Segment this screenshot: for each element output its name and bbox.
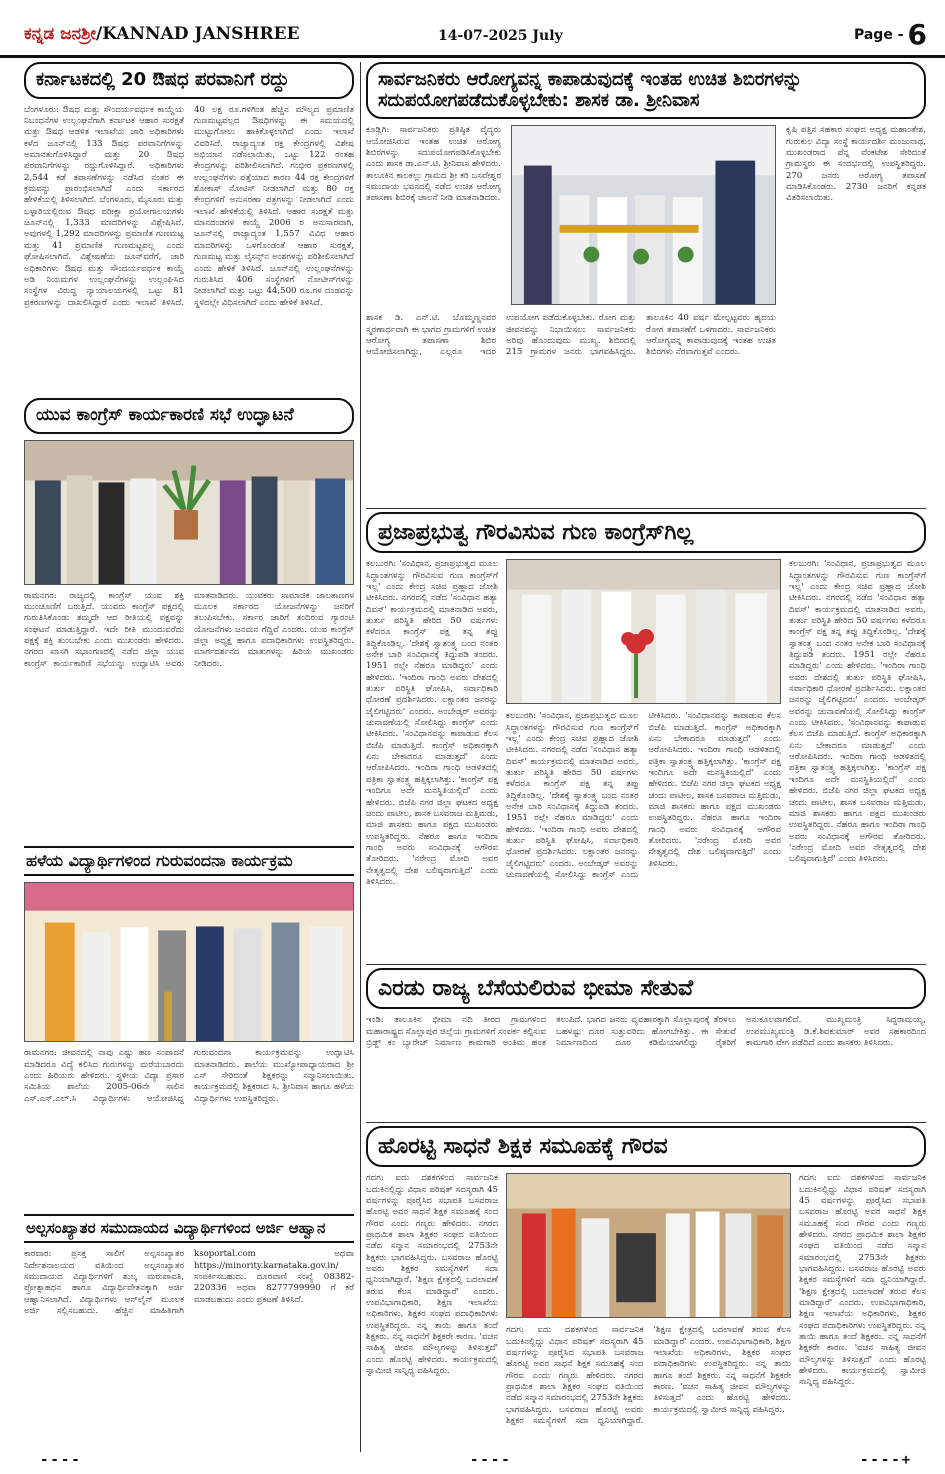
section-divider bbox=[366, 964, 926, 965]
story-minority-applications bbox=[24, 1214, 354, 1444]
health-camp-photo bbox=[511, 125, 776, 305]
story-youth-congress bbox=[24, 398, 354, 838]
page-label: Page - bbox=[853, 27, 904, 43]
youth-congress-photo bbox=[24, 440, 354, 585]
story-drug-licences bbox=[24, 62, 354, 392]
masthead bbox=[0, 0, 945, 58]
story-body: ರಾಮನಗರ: ರಾಜ್ಯದಲ್ಲಿ ಕಾಂಗ್ರೆಸ್ ಯುವ ಶಕ್ತಿ ಮುಂಚೂಣಿಗೆ ಬರುತ್ತಿದೆ. ಯುವರು ಕಾಂಗ್ರೆಸ್ ಪಕ್ಷದಲ್ಲಿ ಗುರುತಿಸಿಕೊಂಡು ತಮ್ಮದೇ ಆದ ರೀತಿಯಲ್ಲಿ ಪಕ್ಷವನ್ನು ಸಂಘಟನೆ ಮಾಡುತ್ತಿದ್ದಾರೆ. ಇದೇ ರೀತಿ ಮುಂದುವರೆದು ಪಕ್ಷಕ್ಕೆ ಶಕ್ತಿ ತುಂಬಬೇಕು ಎಂದು ಮುಖಂಡರು ಹೇಳಿದರು. ನಗರದ ಖಾಸಗಿ ಸಭಾಂಗಣದಲ್ಲಿ ನಡೆದ ಜಿಲ್ಲಾ ಯುವ ಕಾಂಗ್ರೆಸ್ ಕಾರ್ಯಕಾರಿಣಿ ಸಭೆಯನ್ನು ಉದ್ಘಾಟಿಸಿ ಅವರು ಮಾತನಾಡಿದರು. ಯುವಕರು ಸಾಮಾಜಿಕ ಜಾಲತಾಣಗಳ ಮೂಲಕ ಸರ್ಕಾರದ ಯೋಜನೆಗಳನ್ನು ಜನರಿಗೆ ತಲುಪಿಸಬೇಕು. ಸರ್ಕಾರ ಜಾರಿಗೆ ತಂದಿರುವ ಗ್ಯಾರಂಟಿ ಯೋಜನೆಗಳು ಜನಮನ ಗೆದ್ದಿವೆ ಎಂದರು. ಯುವ ಕಾಂಗ್ರೆಸ್ ಜಿಲ್ಲಾ ಅಧ್ಯಕ್ಷ ಹಾಗೂ ಪದಾಧಿಕಾರಿಗಳು ಉಪಸ್ಥಿತರಿದ್ದರು. ಮಾರ್ಗದರ್ಶನದ ಮಾತುಗಳನ್ನು ಹಿರಿಯ ಮುಖಂಡರು ನೀಡಿದರು. bbox=[24, 590, 354, 669]
story-bhima-bridge bbox=[366, 968, 926, 1118]
story-body-col1: ಕಲಬುರಗಿ: 'ಸಂವಿಧಾನ, ಪ್ರಜಾಪ್ರಭುತ್ವದ ಮೂಲ ಸಿದ್ಧಾಂತಗಳನ್ನು ಗೌರವಿಸುವ ಗುಣ ಕಾಂಗ್ರೆಸ್‌ಗೆ ಇಲ್ಲ' ಎಂದು ಕೇಂದ್ರ ಸಚಿವ ಪ್ರಹ್ಲಾದ ಜೋಶಿ ಟೀಕಿಸಿದರು. ನಗರದಲ್ಲಿ ನಡೆದ 'ಸಂವಿಧಾನ ಹತ್ಯಾ ದಿವಸ್' ಕಾರ್ಯಕ್ರಮದಲ್ಲಿ ಮಾತನಾಡಿದ ಅವರು, ತುರ್ತು ಪರಿಸ್ಥಿತಿ ಹೇರಿದ 50 ವರ್ಷಗಳು ಕಳೆದರೂ ಕಾಂಗ್ರೆಸ್ ಪಕ್ಷ ತನ್ನ ತಪ್ಪು ತಿದ್ದಿಕೊಂಡಿಲ್ಲ. 'ದೇಶಕ್ಕೆ ಸ್ವಾತಂತ್ರ್ಯ ಬಂದ ನಂತರ ಅನೇಕ ಬಾರಿ ಸಂವಿಧಾನಕ್ಕೆ ತಿದ್ದುಪಡಿ ತಂದರು. 1951 ರಲ್ಲೇ ನೆಹರೂ ಮಾಡಿದ್ದರು' ಎಂದು ಹೇಳಿದರು. 'ಇಂದಿರಾ ಗಾಂಧಿ ಅವರು ದೇಶದಲ್ಲಿ ತುರ್ತು ಪರಿಸ್ಥಿತಿ ಘೋಷಿಸಿ, ಸರ್ವಾಧಿಕಾರಿ ಧೋರಣೆ ಪ್ರದರ್ಶಿಸಿದರು. ಲಕ್ಷಾಂತರ ಜನರನ್ನು ಜೈಲಿಗಟ್ಟಿದರು' ಎಂದರು. ಅಂಬೇಡ್ಕರ್ ಅವರನ್ನು ಚುನಾವಣೆಯಲ್ಲಿ ಸೋಲಿಸಿದ್ದು ಕಾಂಗ್ರೆಸ್ ಎಂದು ಟೀಕಿಸಿದರು. 'ಸಂವಿಧಾನವನ್ನು ಕಾಪಾಡುವ ಕೆಲಸ ಬಿಜೆಪಿ ಮಾಡುತ್ತಿದೆ. ಕಾಂಗ್ರೆಸ್ ಅಧಿಕಾರಕ್ಕಾಗಿ ಏನು ಬೇಕಾದರೂ ಮಾಡುತ್ತದೆ' ಎಂದು ಆರೋಪಿಸಿದರು. ಇಂದಿರಾ ಗಾಂಧಿ ಆಡಳಿತದಲ್ಲಿ ಪತ್ರಿಕಾ ಸ್ವಾತಂತ್ರ್ಯ ಹತ್ತಿಕ್ಕಲಾಗಿತ್ತು. 'ಕಾಂಗ್ರೆಸ್ ಪಕ್ಷ ಇಂದಿಗೂ ಅದೇ ಮನಸ್ಥಿತಿಯಲ್ಲಿದೆ' ಎಂದು ಹೇಳಿದರು. ಬಿಜೆಪಿ ನಗರ ಜಿಲ್ಲಾ ಘಟಕದ ಅಧ್ಯಕ್ಷ ಚಂದು ಪಾಟೀಲ, ಶಾಸಕ ಬಸವರಾಜ ಮತ್ತಿಮಡು, ಮಾಜಿ ಶಾಸಕರು ಹಾಗೂ ಪಕ್ಷದ ಮುಖಂಡರು ಉಪಸ್ಥಿತರಿದ್ದರು. ನೆಹರೂ ಹಾಗೂ ಇಂದಿರಾ ಗಾಂಧಿ ಅವರು ಸಂವಿಧಾನಕ್ಕೆ ಅಗೌರವ ತೋರಿದರು. 'ನರೇಂದ್ರ ಮೋದಿ ಅವರ ನೇತೃತ್ವದಲ್ಲಿ ದೇಶ ಬಲಿಷ್ಠವಾಗುತ್ತಿದೆ' ಎಂದು ತಿಳಿಸಿದರು. bbox=[366, 559, 498, 887]
story-headline: ಕರ್ನಾಟಕದಲ್ಲಿ 20 ಔಷಧ ಪರವಾನಿಗೆ ರದ್ದು bbox=[24, 62, 354, 99]
story-headline: ಹೊರಟ್ಟಿ ಸಾಧನೆ ಶಿಕ್ಷಕ ಸಮೂಹಕ್ಕೆ ಗೌರವ bbox=[366, 1126, 926, 1167]
congress-event-photo bbox=[506, 559, 781, 704]
story-headline: ಹಳೆಯ ವಿದ್ಯಾರ್ಥಿಗಳಿಂದ ಗುರುವಂದನಾ ಕಾರ್ಯಕ್ರಮ bbox=[24, 846, 354, 876]
story-body-col1: ಗದಗ: ಐದು ದಶಕಗಳಿಂದ ಸಾರ್ವಜನಿಕ ಬದುಕಿನಲ್ಲಿದ್ದು ವಿಧಾನ ಪರಿಷತ್ ಸದಸ್ಯರಾಗಿ 45 ವರ್ಷಗಳನ್ನು ಪೂರೈಸಿದ ಸಭಾಪತಿ ಬಸವರಾಜ ಹೊರಟ್ಟಿ ಅವರ ಸಾಧನೆ ಶಿಕ್ಷಕ ಸಮೂಹಕ್ಕೆ ಸಂದ ಗೌರವ ಎಂದು ಗಣ್ಯರು ಹೇಳಿದರು. ನಗರದ ಪ್ರಾಥಮಿಕ ಶಾಲಾ ಶಿಕ್ಷಕರ ಸಂಘದ ವತಿಯಿಂದ ನಡೆದ ಸನ್ಮಾನ ಸಮಾರಂಭದಲ್ಲಿ 2753ನೇ ಶಿಕ್ಷಕರು ಭಾಗವಹಿಸಿದ್ದರು. ಬಸವರಾಜ ಹೊರಟ್ಟಿ ಅವರು ಶಿಕ್ಷಕರ ಸಮಸ್ಯೆಗಳಿಗೆ ಸದಾ ಧ್ವನಿಯಾಗಿದ್ದಾರೆ. 'ಶಿಕ್ಷಣ ಕ್ಷೇತ್ರದಲ್ಲಿ ಬದಲಾವಣೆ ತರುವ ಕೆಲಸ ಮಾಡಿದ್ದಾರೆ' ಎಂದರು. ಉಪವಿಭಾಗಾಧಿಕಾರಿ, ಶಿಕ್ಷಣ ಇಲಾಖೆಯ ಅಧಿಕಾರಿಗಳು, ಶಿಕ್ಷಕರ ಸಂಘದ ಪದಾಧಿಕಾರಿಗಳು ಉಪಸ್ಥಿತರಿದ್ದರು. ನನ್ನ ತಾಯಿ ಹಾಗೂ ತಂದೆ ಶಿಕ್ಷಕರು. ನನ್ನ ಸಾಧನೆಗೆ ಶಿಕ್ಷಕರೇ ಕಾರಣ. 'ವಚನ ಸಾಹಿತ್ಯ ಜೀವನ ಮೌಲ್ಯಗಳನ್ನು ತಿಳಿಸುತ್ತದೆ' ಎಂದು ಹೊರಟ್ಟಿ ಹೇಳಿದರು. ಕಾರ್ಯಕ್ರಮದಲ್ಲಿ ಸ್ವಾಮೀಜಿ ಸಾನ್ನಿಧ್ಯ ವಹಿಸಿದ್ದರು. bbox=[366, 1173, 498, 1377]
story-body-col4: ಕಲಬುರಗಿ: 'ಸಂವಿಧಾನ, ಪ್ರಜಾಪ್ರಭುತ್ವದ ಮೂಲ ಸಿದ್ಧಾಂತಗಳನ್ನು ಗೌರವಿಸುವ ಗುಣ ಕಾಂಗ್ರೆಸ್‌ಗೆ ಇಲ್ಲ' ಎಂದು ಕೇಂದ್ರ ಸಚಿವ ಪ್ರಹ್ಲಾದ ಜೋಶಿ ಟೀಕಿಸಿದರು. ನಗರದಲ್ಲಿ ನಡೆದ 'ಸಂವಿಧಾನ ಹತ್ಯಾ ದಿವಸ್' ಕಾರ್ಯಕ್ರಮದಲ್ಲಿ ಮಾತನಾಡಿದ ಅವರು, ತುರ್ತು ಪರಿಸ್ಥಿತಿ ಹೇರಿದ 50 ವರ್ಷಗಳು ಕಳೆದರೂ ಕಾಂಗ್ರೆಸ್ ಪಕ್ಷ ತನ್ನ ತಪ್ಪು ತಿದ್ದಿಕೊಂಡಿಲ್ಲ. 'ದೇಶಕ್ಕೆ ಸ್ವಾತಂತ್ರ್ಯ ಬಂದ ನಂತರ ಅನೇಕ ಬಾರಿ ಸಂವಿಧಾನಕ್ಕೆ ತಿದ್ದುಪಡಿ ತಂದರು. 1951 ರಲ್ಲೇ ನೆಹರೂ ಮಾಡಿದ್ದರು' ಎಂದು ಹೇಳಿದರು. 'ಇಂದಿರಾ ಗಾಂಧಿ ಅವರು ದೇಶದಲ್ಲಿ ತುರ್ತು ಪರಿಸ್ಥಿತಿ ಘೋಷಿಸಿ, ಸರ್ವಾಧಿಕಾರಿ ಧೋರಣೆ ಪ್ರದರ್ಶಿಸಿದರು. ಲಕ್ಷಾಂತರ ಜನರನ್ನು ಜೈಲಿಗಟ್ಟಿದರು' ಎಂದರು. ಅಂಬೇಡ್ಕರ್ ಅವರನ್ನು ಚುನಾವಣೆಯಲ್ಲಿ ಸೋಲಿಸಿದ್ದು ಕಾಂಗ್ರೆಸ್ ಎಂದು ಟೀಕಿಸಿದರು. 'ಸಂವಿಧಾನವನ್ನು ಕಾಪಾಡುವ ಕೆಲಸ ಬಿಜೆಪಿ ಮಾಡುತ್ತಿದೆ. ಕಾಂಗ್ರೆಸ್ ಅಧಿಕಾರಕ್ಕಾಗಿ ಏನು ಬೇಕಾದರೂ ಮಾಡುತ್ತದೆ' ಎಂದು ಆರೋಪಿಸಿದರು. ಇಂದಿರಾ ಗಾಂಧಿ ಆಡಳಿತದಲ್ಲಿ ಪತ್ರಿಕಾ ಸ್ವಾತಂತ್ರ್ಯ ಹತ್ತಿಕ್ಕಲಾಗಿತ್ತು. 'ಕಾಂಗ್ರೆಸ್ ಪಕ್ಷ ಇಂದಿಗೂ ಅದೇ ಮನಸ್ಥಿತಿಯಲ್ಲಿದೆ' ಎಂದು ಹೇಳಿದರು. ಬಿಜೆಪಿ ನಗರ ಜಿಲ್ಲಾ ಘಟಕದ ಅಧ್ಯಕ್ಷ ಚಂದು ಪಾಟೀಲ, ಶಾಸಕ ಬಸವರಾಜ ಮತ್ತಿಮಡು, ಮಾಜಿ ಶಾಸಕರು ಹಾಗೂ ಪಕ್ಷದ ಮುಖಂಡರು ಉಪಸ್ಥಿತರಿದ್ದರು. ನೆಹರೂ ಹಾಗೂ ಇಂದಿರಾ ಗಾಂಧಿ ಅವರು ಸಂವಿಧಾನಕ್ಕೆ ಅಗೌರವ ತೋರಿದರು. 'ನರೇಂದ್ರ ಮೋದಿ ಅವರ ನೇತೃತ್ವದಲ್ಲಿ ದೇಶ ಬಲಿಷ್ಠವಾಗುತ್ತಿದೆ' ಎಂದು ತಿಳಿಸಿದರು. bbox=[789, 559, 926, 865]
section-divider bbox=[366, 508, 926, 509]
story-headline: ಅಲ್ಪಸಂಖ್ಯಾತರ ಸಮುದಾಯದ ವಿದ್ಯಾರ್ಥಿಗಳಿಂದ ಅರ್ಜಿ ಆಹ್ವಾನ bbox=[24, 1214, 354, 1243]
logo-kannada: ಕನ್ನಡ ಜನಶ್ರೀ bbox=[24, 24, 96, 44]
story-body-cols2: ಗದಗ: ಐದು ದಶಕಗಳಿಂದ ಸಾರ್ವಜನಿಕ ಬದುಕಿನಲ್ಲಿದ್ದು ವಿಧಾನ ಪರಿಷತ್ ಸದಸ್ಯರಾಗಿ 45 ವರ್ಷಗಳನ್ನು ಪೂರೈಸಿದ ಸಭಾಪತಿ ಬಸವರಾಜ ಹೊರಟ್ಟಿ ಅವರ ಸಾಧನೆ ಶಿಕ್ಷಕ ಸಮೂಹಕ್ಕೆ ಸಂದ ಗೌರವ ಎಂದು ಗಣ್ಯರು ಹೇಳಿದರು. ನಗರದ ಪ್ರಾಥಮಿಕ ಶಾಲಾ ಶಿಕ್ಷಕರ ಸಂಘದ ವತಿಯಿಂದ ನಡೆದ ಸನ್ಮಾನ ಸಮಾರಂಭದಲ್ಲಿ 2753ನೇ ಶಿಕ್ಷಕರು ಭಾಗವಹಿಸಿದ್ದರು. ಬಸವರಾಜ ಹೊರಟ್ಟಿ ಅವರು ಶಿಕ್ಷಕರ ಸಮಸ್ಯೆಗಳಿಗೆ ಸದಾ ಧ್ವನಿಯಾಗಿದ್ದಾರೆ. 'ಶಿಕ್ಷಣ ಕ್ಷೇತ್ರದಲ್ಲಿ ಬದಲಾವಣೆ ತರುವ ಕೆಲಸ ಮಾಡಿದ್ದಾರೆ' ಎಂದರು. ಉಪವಿಭಾಗಾಧಿಕಾರಿ, ಶಿಕ್ಷಣ ಇಲಾಖೆಯ ಅಧಿಕಾರಿಗಳು, ಶಿಕ್ಷಕರ ಸಂಘದ ಪದಾಧಿಕಾರಿಗಳು ಉಪಸ್ಥಿತರಿದ್ದರು. ನನ್ನ ತಾಯಿ ಹಾಗೂ ತಂದೆ ಶಿಕ್ಷಕರು. ನನ್ನ ಸಾಧನೆಗೆ ಶಿಕ್ಷಕರೇ ಕಾರಣ. 'ವಚನ ಸಾಹಿತ್ಯ ಜೀವನ ಮೌಲ್ಯಗಳನ್ನು ತಿಳಿಸುತ್ತದೆ' ಎಂದು ಹೊರಟ್ಟಿ ಹೇಳಿದರು. ಕಾರ್ಯಕ್ರಮದಲ್ಲಿ ಸ್ವಾಮೀಜಿ ಸಾನ್ನಿಧ್ಯ ವಹಿಸಿದ್ದರು. bbox=[506, 1325, 791, 1427]
logo-english: /KANNAD JANSHREE bbox=[95, 24, 300, 44]
story-horatti-teachers bbox=[366, 1126, 926, 1448]
story-headline: ಪ್ರಜಾಪ್ರಭುತ್ವ ಗೌರವಿಸುವ ಗುಣ ಕಾಂಗ್ರೆಸ್‌ಗಿಲ್ಲ bbox=[366, 512, 926, 553]
story-body-bottom: ಶಾಸಕ ಡಿ. ಎನ್.ಟಿ. ಬೊಮ್ಮಣ್ಣನವರ ಸ್ಮರಣಾರ್ಥವಾಗಿ ಈ ಭಾಗದ ಗ್ರಾಮಗಳಿಗೆ ಉಚಿತ ಆರೋಗ್ಯ ತಪಾಸಣಾ ಶಿಬಿರ ಆಯೋಜಿಸಲಾಗಿದ್ದು, ಎಲ್ಲರೂ ಇದರ ಉಪಯೋಗ ಪಡೆದುಕೊಳ್ಳಬೇಕು. ರೋಗ ಮತ್ತು ಜೀವನವನ್ನು ನಿಭಾಯಿಸಲು ಸಾರ್ವಜನಿಕರು ಅರಿವು ಹೊಂದುವುದು ಮುಖ್ಯ. ಶಿಬಿರದಲ್ಲಿ 215 ಗ್ರಾಮಗಳ ಜನರು ಭಾಗವಹಿಸಿದ್ದರು. ತಾಲೂಕಿನ 40 ವರ್ಷ ಮೇಲ್ಪಟ್ಟವರು ಹೃದಯ ರೋಗ ತಪಾಸಣೆಗೆ ಒಳಗಾದರು. ಸಾರ್ವಜನಿಕರು ಆರೋಗ್ಯವನ್ನ ಕಾಪಾಡುವುದಕ್ಕೆ ಇಂತಹ ಉಚಿತ ಶಿಬಿರಗಳು ನೆರವಾಗುತ್ತವೆ ಎಂದರು. bbox=[366, 313, 776, 358]
story-health-camp bbox=[366, 62, 926, 504]
story-body-right: ಕೃಷಿ ಪತ್ತಿನ ಸಹಕಾರ ಸಂಘದ ಅಧ್ಯಕ್ಷ ಮಹಾಂತೇಶ, ಗುರುಕುಲ ವಿದ್ಯಾ ಸಂಸ್ಥೆ ಕಾರ್ಯದರ್ಶಿ ಮಂಜುನಾಥ, ಮುಖಂಡರಾದ ಪೆನ್ನ ವೆಂಕಟೇಶ ಸೇರಿದಂತೆ ಗ್ರಾಮಸ್ಥರು ಈ ಸಂದರ್ಭದಲ್ಲಿ ಉಪಸ್ಥಿತರಿದ್ದರು. 270 ಜನರು ಆರೋಗ್ಯ ತಪಾಸಣೆ ಮಾಡಿಸಿಕೊಂಡರು. 2730 ಜನರಿಗೆ ಕನ್ನಡಕ ವಿತರಿಸಲಾಯಿತು. bbox=[786, 125, 926, 204]
page-number: 6 bbox=[907, 18, 927, 51]
story-body: ಬೆಂಗಳೂರು: ಔಷಧ ಮತ್ತು ಸೌಂದರ್ಯವರ್ಧಕ ಕಾಯ್ದೆಯ ನಿಬಂಧನೆಗಳ ಉಲ್ಲಂಘನೆಗಾಗಿ ಕರ್ನಾಟಕ ಆಹಾರ ಸುರಕ್ಷತೆ ಮತ್ತು ಔಷಧ ಆಡಳಿತ ಇಲಾಖೆಯ ಜಾರಿ ಅಧಿಕಾರಿಗಳು ಕಳೆದ ಜೂನ್‌ನಲ್ಲಿ 133 ಔಷಧ ಪರವಾನಿಗೆಗಳನ್ನು ಅಮಾನತುಗೊಳಿಸಿದ್ದಾರೆ ಮತ್ತು 20 ಔಷಧ ಪರವಾನಿಗೆಗಳನ್ನು ರದ್ದುಗೊಳಿಸಿದ್ದಾರೆ. ಅಧಿಕಾರಿಗಳು 2,544 ಕಡೆ ತಪಾಸಣೆಗಳನ್ನು ನಡೆಸಿದ ನಂತರ ಈ ಕ್ರಮವನ್ನು ಪ್ರಾರಂಭಿಸಲಾಗಿದೆ ಎಂದು ಸರ್ಕಾರದ ಹೇಳಿಕೆಯಲ್ಲಿ ತಿಳಿಸಲಾಗಿದೆ. ಬೆಂಗಳೂರು, ಮೈಸೂರು ಮತ್ತು ಬಳ್ಳಾರಿಯಲ್ಲಿರುವ ಔಷಧ ಪರೀಕ್ಷಾ ಪ್ರಯೋಗಾಲಯಗಳು ಜೂನ್‌ನಲ್ಲಿ 1,333 ಮಾದರಿಗಳನ್ನು ವಿಶ್ಲೇಷಿಸಿವೆ. ಅವುಗಳಲ್ಲಿ 1,292 ಮಾದರಿಗಳನ್ನು ಪ್ರಮಾಣಿತ ಗುಣಮಟ್ಟ ಮತ್ತು 41 ಪ್ರಮಾಣಿತ ಗುಣಮಟ್ಟವಲ್ಲ ಎಂದು ಘೋಷಿಸಲಾಗಿದೆ. ವಿಶ್ಲೇಷಣೆಯ ಜೂನ್‌ವರೆಗೆ, ಜಾರಿ ಅಧಿಕಾರಿಗಳು ಔಷಧ ಮತ್ತು ಸೌಂದರ್ಯವರ್ಧಕ ಕಾಯ್ದೆ ಅಡಿ ನಿಯಮಗಳ ಉಲ್ಲಂಘನೆಗಳನ್ನು ಉಲ್ಲಂಘಿಸಿದ ಸಂಸ್ಥೆಗಳ ವಿರುದ್ಧ ನ್ಯಾಯಾಲಯಗಳಲ್ಲಿ ಒಟ್ಟು 81 ಪ್ರಕರಣಗಳನ್ನು ದಾಖಲಿಸಿದ್ದಾರೆ ಎಂದು ಇಲಾಖೆ ತಿಳಿಸಿದೆ. 40 ಲಕ್ಷ ರೂ.ಗಳಿಗಿಂತ ಹೆಚ್ಚಿನ ಮೌಲ್ಯದ ಪ್ರಮಾಣಿತ ಗುಣಮಟ್ಟವಲ್ಲದ ಔಷಧಿಗಳನ್ನು ಈ ಸಮಯದಲ್ಲಿ ಮುಟ್ಟುಗೋಲು ಹಾಕಿಕೊಳ್ಳಲಾಗಿದೆ ಎಂದು ಇಲಾಖೆ ವಿವರಿಸಿದೆ. ರಾಜ್ಯಾದ್ಯಂತ ರಕ್ತ ಕೇಂದ್ರಗಳಲ್ಲಿ ವಿಶೇಷ ಅಭಿಯಾನ ನಡೆಸಲಾಯಿತು, ಒಟ್ಟು 122 ರಂತಹ ಕೇಂದ್ರಗಳನ್ನು ಪರಿಶೀಲಿಸಲಾಗಿದೆ. ಗಂಭೀರ ಪ್ರಕರಣಗಳಲ್ಲಿ ಉಲ್ಲಂಘನೆಗಳು ಪತ್ತೆಯಾದ ಕಾರಣ 44 ರಕ್ತ ಕೇಂದ್ರಗಳಿಗೆ ಶೋಕಾಸ್ ನೋಟಿಸ್ ನೀಡಲಾಗಿದೆ ಮತ್ತು 80 ರಕ್ತ ಕೇಂದ್ರಗಳಿಗೆ ಅನುಸರಣಾ ಪತ್ರಗಳನ್ನು ನೀಡಲಾಗಿದೆ ಎಂದು ಇಲಾಖೆ ಹೇಳಿಕೆಯಲ್ಲಿ ತಿಳಿಸಿದೆ. ಆಹಾರ ಸುರಕ್ಷತೆ ಮತ್ತು ಮಾನದಂಡಗಳ ಕಾಯ್ದೆ 2006 ರ ಅನುಸಾರವಾಗಿ, ಜೂನ್‌ನಲ್ಲಿ ರಾಜ್ಯಾದ್ಯಂತ 1,557 ವಿವಿಧ ಆಹಾರ ಮಾದರಿಗಳನ್ನು ಒಳಗೊಂಡಂತೆ ಆಹಾರ ಸುರಕ್ಷತೆ, ಗುಣಮಟ್ಟ ಮತ್ತು ಲೈಸನ್ಸ್‌ನ ಅಂಶಗಳನ್ನು ಪರಿಶೀಲಿಸಲಾಗಿದೆ ಎಂದು ಹೇಳಿಕೆ ತಿಳಿಸಿದೆ. ಜೂನ್‌ನಲ್ಲಿ ಉಲ್ಲಂಘನೆಗಳನ್ನು ಗುರುತಿಸಿದ 406 ಸಂಸ್ಥೆಗಳಿಗೆ ನೋಟೀಸ್‌ಗಳನ್ನು ನೀಡಲಾಗಿದೆ ಮತ್ತು ಒಟ್ಟು 44,500 ರೂ.ಗಳ ದಂಡವನ್ನು ಸ್ಥಳದಲ್ಲೇ ವಿಧಿಸಲಾಗಿದೆ ಎಂದು ಹೇಳಿಕೆ ತಿಳಿಸಿದೆ. bbox=[24, 104, 354, 308]
story-headline: ಎರಡು ರಾಜ್ಯ ಬೆಸೆಯಲಿರುವ ಭೀಮಾ ಸೇತುವೆ bbox=[366, 968, 926, 1009]
column-divider bbox=[360, 62, 361, 1452]
story-body: ರಾಮನಗರ: ಜೀವನದಲ್ಲಿ ನಾವು ಎಷ್ಟು ಹಣ ಸಂಪಾದನೆ ಮಾಡಿದರೂ ವಿದ್ಯೆ ಕಲಿಸಿದ ಗುರುಗಳನ್ನು ಮರೆಯಬಾರದು ಎಂದು ಹಿರಿಯರು ಹೇಳಿದರು. ಸ್ಥಳೀಯ ವಿದ್ಯಾ ಪ್ರಸಾರ ಸಮಿತಿಯ ಶಾಲೆಯ 2005-06ನೇ ಸಾಲಿನ ಎಸ್.ಎಸ್.ಎಲ್.ಸಿ ವಿದ್ಯಾರ್ಥಿಗಳು ಆಯೋಜಿಸಿದ್ದ ಗುರುವಂದನಾ ಕಾರ್ಯಕ್ರಮವನ್ನು ಉದ್ಘಾಟಿಸಿ ಮಾತನಾಡಿದರು. ಶಾಲೆಯ ಮುಖ್ಯೋಪಾಧ್ಯಾಯರಾದ ಶ್ರೀ ಎಸ್ ಸೇರಿದಂತೆ ಶಿಕ್ಷಕರನ್ನು ಸನ್ಮಾನಿಸಲಾಯಿತು. ಕಾರ್ಯಕ್ರಮದಲ್ಲಿ ಶಿಕ್ಷಕರಾದ ಸಿ. ಶ್ರೀನಿವಾಸ ಹಾಗೂ ಹಳೆಯ ವಿದ್ಯಾರ್ಥಿಗಳು ಉಪಸ್ಥಿತರಿದ್ದರು. bbox=[24, 1048, 354, 1104]
story-body: ಕಾರವಾರ: ಪ್ರಸಕ್ತ ಸಾಲಿಗೆ ಅಲ್ಪಸಂಖ್ಯಾತರ ನಿರ್ದೇಶನಾಲಯದ ವತಿಯಿಂದ ಅಲ್ಪಸಂಖ್ಯಾತರ ಸಮುದಾಯದ ವಿದ್ಯಾರ್ಥಿಗಳಿಗೆ ಶುಲ್ಕ ಮರುಪಾವತಿ, ಪ್ರೋತ್ಸಾಹಧನ ಹಾಗೂ ವಿದ್ಯಾರ್ಥಿವೇತನಕ್ಕಾಗಿ ಅರ್ಜಿ ಆಹ್ವಾನಿಸಲಾಗಿದೆ. ವಿದ್ಯಾರ್ಥಿಗಳು ಆನ್‌ಲೈನ್ ಮೂಲಕ ಅರ್ಜಿ ಸಲ್ಲಿಸಬಹುದು. ಹೆಚ್ಚಿನ ಮಾಹಿತಿಗಾಗಿ ksoportal.com ಅಥವಾ https://minority.karnataka.gov.in/ ಸಂಪರ್ಕಿಸಬಹುದು. ದೂರವಾಣಿ ಸಂಖ್ಯೆ 08382-220336 ಅಥವಾ 8277799990 ಗೆ ಕರೆ ಮಾಡಬಹುದು ಎಂದು ಪ್ರಕಟಣೆ ತಿಳಿಸಿದೆ. bbox=[24, 1249, 354, 1316]
footer-marker-left: ---- bbox=[40, 1452, 82, 1468]
story-congress-democracy bbox=[366, 512, 926, 960]
footer-marker-right: ----+ bbox=[860, 1452, 913, 1468]
story-body-col4: ಗದಗ: ಐದು ದಶಕಗಳಿಂದ ಸಾರ್ವಜನಿಕ ಬದುಕಿನಲ್ಲಿದ್ದು ವಿಧಾನ ಪರಿಷತ್ ಸದಸ್ಯರಾಗಿ 45 ವರ್ಷಗಳನ್ನು ಪೂರೈಸಿದ ಸಭಾಪತಿ ಬಸವರಾಜ ಹೊರಟ್ಟಿ ಅವರ ಸಾಧನೆ ಶಿಕ್ಷಕ ಸಮೂಹಕ್ಕೆ ಸಂದ ಗೌರವ ಎಂದು ಗಣ್ಯರು ಹೇಳಿದರು. ನಗರದ ಪ್ರಾಥಮಿಕ ಶಾಲಾ ಶಿಕ್ಷಕರ ಸಂಘದ ವತಿಯಿಂದ ನಡೆದ ಸನ್ಮಾನ ಸಮಾರಂಭದಲ್ಲಿ 2753ನೇ ಶಿಕ್ಷಕರು ಭಾಗವಹಿಸಿದ್ದರು. ಬಸವರಾಜ ಹೊರಟ್ಟಿ ಅವರು ಶಿಕ್ಷಕರ ಸಮಸ್ಯೆಗಳಿಗೆ ಸದಾ ಧ್ವನಿಯಾಗಿದ್ದಾರೆ. 'ಶಿಕ್ಷಣ ಕ್ಷೇತ್ರದಲ್ಲಿ ಬದಲಾವಣೆ ತರುವ ಕೆಲಸ ಮಾಡಿದ್ದಾರೆ' ಎಂದರು. ಉಪವಿಭಾಗಾಧಿಕಾರಿ, ಶಿಕ್ಷಣ ಇಲಾಖೆಯ ಅಧಿಕಾರಿಗಳು, ಶಿಕ್ಷಕರ ಸಂಘದ ಪದಾಧಿಕಾರಿಗಳು ಉಪಸ್ಥಿತರಿದ್ದರು. ನನ್ನ ತಾಯಿ ಹಾಗೂ ತಂದೆ ಶಿಕ್ಷಕರು. ನನ್ನ ಸಾಧನೆಗೆ ಶಿಕ್ಷಕರೇ ಕಾರಣ. 'ವಚನ ಸಾಹಿತ್ಯ ಜೀವನ ಮೌಲ್ಯಗಳನ್ನು ತಿಳಿಸುತ್ತದೆ' ಎಂದು ಹೊರಟ್ಟಿ ಹೇಳಿದರು. ಕಾರ್ಯಕ್ರಮದಲ್ಲಿ ಸ್ವಾಮೀಜಿ ಸಾನ್ನಿಧ್ಯ ವಹಿಸಿದ್ದರು. bbox=[799, 1173, 926, 1388]
story-headline: ಸಾರ್ವಜನಿಕರು ಆರೋಗ್ಯವನ್ನ ಕಾಪಾಡುವುದಕ್ಕೆ ಇಂತಹ ಉಚಿತ ಶಿಬಿರಗಳನ್ನು ಸದುಪಯೋಗಪಡೆದುಕೊಳ್ಳಬೇಕು: ಶಾಸಕ ಡಾ. ಶ್ರೀನಿವಾಸ bbox=[366, 62, 926, 119]
alumni-event-photo bbox=[24, 882, 354, 1042]
story-body-cols2: ಕಲಬುರಗಿ: 'ಸಂವಿಧಾನ, ಪ್ರಜಾಪ್ರಭುತ್ವದ ಮೂಲ ಸಿದ್ಧಾಂತಗಳನ್ನು ಗೌರವಿಸುವ ಗುಣ ಕಾಂಗ್ರೆಸ್‌ಗೆ ಇಲ್ಲ' ಎಂದು ಕೇಂದ್ರ ಸಚಿವ ಪ್ರಹ್ಲಾದ ಜೋಶಿ ಟೀಕಿಸಿದರು. ನಗರದಲ್ಲಿ ನಡೆದ 'ಸಂವಿಧಾನ ಹತ್ಯಾ ದಿವಸ್' ಕಾರ್ಯಕ್ರಮದಲ್ಲಿ ಮಾತನಾಡಿದ ಅವರು, ತುರ್ತು ಪರಿಸ್ಥಿತಿ ಹೇರಿದ 50 ವರ್ಷಗಳು ಕಳೆದರೂ ಕಾಂಗ್ರೆಸ್ ಪಕ್ಷ ತನ್ನ ತಪ್ಪು ತಿದ್ದಿಕೊಂಡಿಲ್ಲ. 'ದೇಶಕ್ಕೆ ಸ್ವಾತಂತ್ರ್ಯ ಬಂದ ನಂತರ ಅನೇಕ ಬಾರಿ ಸಂವಿಧಾನಕ್ಕೆ ತಿದ್ದುಪಡಿ ತಂದರು. 1951 ರಲ್ಲೇ ನೆಹರೂ ಮಾಡಿದ್ದರು' ಎಂದು ಹೇಳಿದರು. 'ಇಂದಿರಾ ಗಾಂಧಿ ಅವರು ದೇಶದಲ್ಲಿ ತುರ್ತು ಪರಿಸ್ಥಿತಿ ಘೋಷಿಸಿ, ಸರ್ವಾಧಿಕಾರಿ ಧೋರಣೆ ಪ್ರದರ್ಶಿಸಿದರು. ಲಕ್ಷಾಂತರ ಜನರನ್ನು ಜೈಲಿಗಟ್ಟಿದರು' ಎಂದರು. ಅಂಬೇಡ್ಕರ್ ಅವರನ್ನು ಚುನಾವಣೆಯಲ್ಲಿ ಸೋಲಿಸಿದ್ದು ಕಾಂಗ್ರೆಸ್ ಎಂದು ಟೀಕಿಸಿದರು. 'ಸಂವಿಧಾನವನ್ನು ಕಾಪಾಡುವ ಕೆಲಸ ಬಿಜೆಪಿ ಮಾಡುತ್ತಿದೆ. ಕಾಂಗ್ರೆಸ್ ಅಧಿಕಾರಕ್ಕಾಗಿ ಏನು ಬೇಕಾದರೂ ಮಾಡುತ್ತದೆ' ಎಂದು ಆರೋಪಿಸಿದರು. ಇಂದಿರಾ ಗಾಂಧಿ ಆಡಳಿತದಲ್ಲಿ ಪತ್ರಿಕಾ ಸ್ವಾತಂತ್ರ್ಯ ಹತ್ತಿಕ್ಕಲಾಗಿತ್ತು. 'ಕಾಂಗ್ರೆಸ್ ಪಕ್ಷ ಇಂದಿಗೂ ಅದೇ ಮನಸ್ಥಿತಿಯಲ್ಲಿದೆ' ಎಂದು ಹೇಳಿದರು. ಬಿಜೆಪಿ ನಗರ ಜಿಲ್ಲಾ ಘಟಕದ ಅಧ್ಯಕ್ಷ ಚಂದು ಪಾಟೀಲ, ಶಾಸಕ ಬಸವರಾಜ ಮತ್ತಿಮಡು, ಮಾಜಿ ಶಾಸಕರು ಹಾಗೂ ಪಕ್ಷದ ಮುಖಂಡರು ಉಪಸ್ಥಿತರಿದ್ದರು. ನೆಹರೂ ಹಾಗೂ ಇಂದಿರಾ ಗಾಂಧಿ ಅವರು ಸಂವಿಧಾನಕ್ಕೆ ಅಗೌರವ ತೋರಿದರು. 'ನರೇಂದ್ರ ಮೋದಿ ಅವರ ನೇತೃತ್ವದಲ್ಲಿ ದೇಶ ಬಲಿಷ್ಠವಾಗುತ್ತಿದೆ' ಎಂದು ತಿಳಿಸಿದರು. bbox=[506, 711, 781, 881]
page-indicator bbox=[854, 18, 927, 51]
footer-marker-mid: ---- bbox=[470, 1452, 512, 1468]
story-alumni bbox=[24, 846, 354, 1208]
newspaper-logo bbox=[24, 24, 300, 44]
section-divider bbox=[366, 1122, 926, 1123]
story-headline: ಯುವ ಕಾಂಗ್ರೆಸ್ ಕಾರ್ಯಕಾರಣಿ ಸಭೆ ಉದ್ಘಾಟನೆ bbox=[24, 398, 354, 434]
story-body-left: ಕೂಡ್ಲಿಗಿ: ಸಾರ್ವಜನಿಕರು ಪ್ರತಿಷ್ಠಿತ ವೈದ್ಯರು ಆಯೋಜಿಸಿರುವ ಇಂತಹ ಉಚಿತ ಆರೋಗ್ಯ ಶಿಬಿರಗಳನ್ನು ಸದುಪಯೋಗಪಡಿಸಿಕೊಳ್ಳಬೇಕು ಎಂದು ಶಾಸಕ ಡಾ.ಎನ್.ಟಿ. ಶ್ರೀನಿವಾಸ ಹೇಳಿದರು. ತಾಲೂಕಿನ ಕಾಲಕಲ್ಲು ಗ್ರಾಮದ ಶ್ರೀ ಕರಿ ಬಸವೇಶ್ವರ ಸಮುದಾಯ ಭವನದಲ್ಲಿ ನಡೆದ ಉಚಿತ ಆರೋಗ್ಯ ತಪಾಸಣಾ ಶಿಬಿರಕ್ಕೆ ಚಾಲನೆ ನೀಡಿ ಮಾತನಾಡಿದರು. bbox=[366, 125, 501, 204]
teachers-felicitation-photo bbox=[506, 1173, 791, 1318]
story-body: ಇಂಡಿ: ತಾಲೂಕಿನ ಭೀಮಾ ನದಿ ತೀರದ ಗ್ರಾಮಗಳಿಂದ ಮಹಾರಾಷ್ಟ್ರದ ಸೊಲ್ಲಾಪುರ ಜಿಲ್ಲೆಯ ಗ್ರಾಮಗಳಿಗೆ ಸಂಪರ್ಕ ಕಲ್ಪಿಸುವ ಬ್ರಿಡ್ಜ್ ಕಂ ಬ್ಯಾರೇಜ್ ನಿರ್ಮಾಣ ಕಾಮಗಾರಿ ಅಂತಿಮ ಹಂತ ತಲುಪಿದೆ. ಭಾಗದ ಜನರು ವ್ಯವಹಾರಕ್ಕಾಗಿ ಸೊಲ್ಲಾಪುರಕ್ಕೆ ತೆರಳಲು ಬಹಳಷ್ಟು ದೂರ ಸುತ್ತುವರಿದು ಹೋಗಬೇಕಿತ್ತು. ಈ ಸೇತುವೆ ನಿರ್ಮಾಣದಿಂದ ದೂರ ಕಡಿಮೆಯಾಗಲಿದ್ದು ರೈತರಿಗೆ ಅನುಕೂಲವಾಗಲಿದೆ. ಮುಖ್ಯಮಂತ್ರಿ ಸಿದ್ದರಾಮಯ್ಯ, ಉಪಮುಖ್ಯಮಂತ್ರಿ ಡಿ.ಕೆ.ಶಿವಕುಮಾರ್ ಅವರ ಸಹಕಾರದಿಂದ ಕಾಮಗಾರಿ ವೇಗ ಪಡೆದಿದೆ ಎಂದು ಶಾಸಕರು ತಿಳಿಸಿದರು. bbox=[366, 1015, 926, 1048]
issue-date: 14-07-2025 July bbox=[438, 28, 563, 44]
